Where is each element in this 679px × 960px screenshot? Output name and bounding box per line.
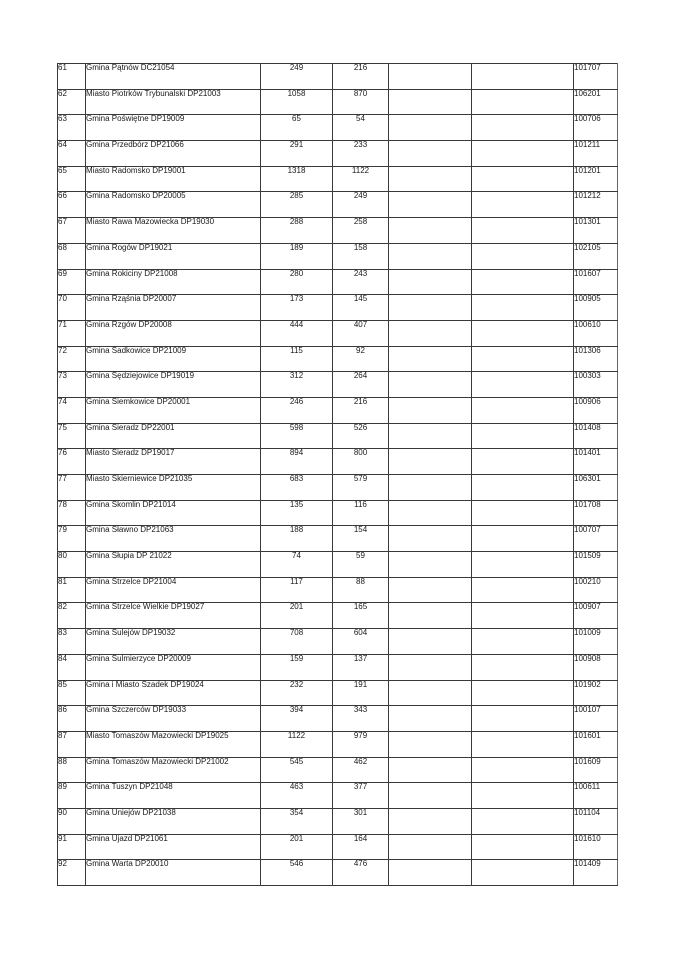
municipality-name-cell: Gmina Sławno DP21063 — [86, 526, 261, 552]
empty-cell-1 — [389, 449, 472, 475]
code-cell: 101401 — [574, 449, 618, 475]
empty-cell-2 — [472, 243, 574, 269]
municipality-name-cell: Gmina Sędziejowice DP19019 — [86, 372, 261, 398]
value-2-cell: 579 — [333, 475, 389, 501]
code-cell: 101009 — [574, 629, 618, 655]
value-1-cell: 463 — [261, 783, 333, 809]
row-number-cell: 82 — [58, 603, 86, 629]
municipality-name-cell: Gmina Warta DP20010 — [86, 860, 261, 886]
row-number-cell: 61 — [58, 64, 86, 90]
value-2-cell: 249 — [333, 192, 389, 218]
empty-cell-2 — [472, 731, 574, 757]
value-1-cell: 246 — [261, 397, 333, 423]
value-2-cell: 216 — [333, 397, 389, 423]
row-number-cell: 68 — [58, 243, 86, 269]
value-2-cell: 343 — [333, 706, 389, 732]
row-number-cell: 86 — [58, 706, 86, 732]
row-number-cell: 76 — [58, 449, 86, 475]
municipality-name-cell: Miasto Tomaszów Mazowiecki DP19025 — [86, 731, 261, 757]
code-cell: 101409 — [574, 860, 618, 886]
table-row — [58, 552, 618, 578]
empty-cell-1 — [389, 397, 472, 423]
empty-cell-1 — [389, 166, 472, 192]
empty-cell-1 — [389, 731, 472, 757]
code-cell: 100706 — [574, 115, 618, 141]
empty-cell-2 — [472, 680, 574, 706]
empty-cell-1 — [389, 680, 472, 706]
empty-cell-1 — [389, 603, 472, 629]
table-row — [58, 757, 618, 783]
value-2-cell: 154 — [333, 526, 389, 552]
value-1-cell: 545 — [261, 757, 333, 783]
value-2-cell: 377 — [333, 783, 389, 809]
empty-cell-2 — [472, 192, 574, 218]
empty-cell-2 — [472, 423, 574, 449]
empty-cell-2 — [472, 500, 574, 526]
municipality-name-cell: Gmina Pątnów DC21054 — [86, 64, 261, 90]
municipality-name-cell: Gmina Rogów DP19021 — [86, 243, 261, 269]
value-1-cell: 1058 — [261, 89, 333, 115]
value-2-cell: 54 — [333, 115, 389, 141]
row-number-cell: 66 — [58, 192, 86, 218]
empty-cell-1 — [389, 64, 472, 90]
row-number-cell: 84 — [58, 654, 86, 680]
table-row — [58, 731, 618, 757]
value-2-cell: 407 — [333, 320, 389, 346]
row-number-cell: 62 — [58, 89, 86, 115]
empty-cell-2 — [472, 552, 574, 578]
row-number-cell: 87 — [58, 731, 86, 757]
code-cell: 106201 — [574, 89, 618, 115]
table-row — [58, 397, 618, 423]
empty-cell-2 — [472, 115, 574, 141]
value-1-cell: 173 — [261, 295, 333, 321]
row-number-cell: 88 — [58, 757, 86, 783]
value-2-cell: 216 — [333, 64, 389, 90]
code-cell: 100610 — [574, 320, 618, 346]
value-1-cell: 444 — [261, 320, 333, 346]
value-2-cell: 870 — [333, 89, 389, 115]
row-number-cell: 69 — [58, 269, 86, 295]
row-number-cell: 92 — [58, 860, 86, 886]
municipality-name-cell: Gmina Siemkowice DP20001 — [86, 397, 261, 423]
table-row — [58, 320, 618, 346]
empty-cell-1 — [389, 577, 472, 603]
empty-cell-1 — [389, 500, 472, 526]
municipality-name-cell: Gmina Strzelce Wielkie DP19027 — [86, 603, 261, 629]
value-2-cell: 233 — [333, 141, 389, 167]
value-2-cell: 137 — [333, 654, 389, 680]
municipality-name-cell: Gmina Sulejów DP19032 — [86, 629, 261, 655]
empty-cell-2 — [472, 475, 574, 501]
table-row — [58, 603, 618, 629]
value-1-cell: 65 — [261, 115, 333, 141]
value-1-cell: 135 — [261, 500, 333, 526]
code-cell: 100303 — [574, 372, 618, 398]
empty-cell-2 — [472, 397, 574, 423]
municipality-name-cell: Miasto Skierniewice DP21035 — [86, 475, 261, 501]
empty-cell-1 — [389, 320, 472, 346]
table-row — [58, 295, 618, 321]
table-row — [58, 218, 618, 244]
empty-cell-2 — [472, 141, 574, 167]
empty-cell-1 — [389, 243, 472, 269]
empty-cell-2 — [472, 526, 574, 552]
empty-cell-2 — [472, 603, 574, 629]
row-number-cell: 73 — [58, 372, 86, 398]
municipality-name-cell: Gmina Sadkowice DP21009 — [86, 346, 261, 372]
empty-cell-1 — [389, 269, 472, 295]
empty-cell-2 — [472, 295, 574, 321]
code-cell: 100107 — [574, 706, 618, 732]
value-1-cell: 354 — [261, 808, 333, 834]
empty-cell-1 — [389, 526, 472, 552]
table-row — [58, 243, 618, 269]
table-row — [58, 64, 618, 90]
empty-cell-2 — [472, 89, 574, 115]
code-cell: 101509 — [574, 552, 618, 578]
municipality-name-cell: Gmina Uniejów DP21038 — [86, 808, 261, 834]
row-number-cell: 65 — [58, 166, 86, 192]
row-number-cell: 80 — [58, 552, 86, 578]
value-1-cell: 280 — [261, 269, 333, 295]
table-row — [58, 346, 618, 372]
empty-cell-2 — [472, 166, 574, 192]
municipality-name-cell: Gmina Szczerców DP19033 — [86, 706, 261, 732]
value-2-cell: 116 — [333, 500, 389, 526]
code-cell: 101609 — [574, 757, 618, 783]
value-2-cell: 264 — [333, 372, 389, 398]
row-number-cell: 78 — [58, 500, 86, 526]
empty-cell-1 — [389, 654, 472, 680]
municipality-name-cell: Gmina Ujazd DP21061 — [86, 834, 261, 860]
table-row — [58, 166, 618, 192]
value-1-cell: 598 — [261, 423, 333, 449]
municipality-name-cell: Miasto Radomsko DP19001 — [86, 166, 261, 192]
empty-cell-2 — [472, 64, 574, 90]
value-1-cell: 285 — [261, 192, 333, 218]
value-1-cell: 189 — [261, 243, 333, 269]
empty-cell-1 — [389, 372, 472, 398]
table-row — [58, 629, 618, 655]
value-1-cell: 1122 — [261, 731, 333, 757]
empty-cell-2 — [472, 834, 574, 860]
value-1-cell: 1318 — [261, 166, 333, 192]
code-cell: 101212 — [574, 192, 618, 218]
value-1-cell: 159 — [261, 654, 333, 680]
empty-cell-1 — [389, 141, 472, 167]
table-row — [58, 115, 618, 141]
value-1-cell: 74 — [261, 552, 333, 578]
municipality-name-cell: Gmina i Miasto Szadek DP19024 — [86, 680, 261, 706]
value-2-cell: 92 — [333, 346, 389, 372]
table-row — [58, 577, 618, 603]
empty-cell-1 — [389, 295, 472, 321]
value-2-cell: 88 — [333, 577, 389, 603]
code-cell: 101610 — [574, 834, 618, 860]
value-1-cell: 683 — [261, 475, 333, 501]
value-2-cell: 604 — [333, 629, 389, 655]
row-number-cell: 77 — [58, 475, 86, 501]
value-1-cell: 394 — [261, 706, 333, 732]
value-1-cell: 201 — [261, 603, 333, 629]
table-row — [58, 860, 618, 886]
municipality-name-cell: Gmina Radomsko DP20005 — [86, 192, 261, 218]
value-1-cell: 546 — [261, 860, 333, 886]
municipality-name-cell: Miasto Piotrków Trybunalski DP21003 — [86, 89, 261, 115]
row-number-cell: 67 — [58, 218, 86, 244]
value-1-cell: 708 — [261, 629, 333, 655]
empty-cell-1 — [389, 834, 472, 860]
table-body — [58, 64, 618, 886]
municipality-name-cell: Gmina Tuszyn DP21048 — [86, 783, 261, 809]
code-cell: 101607 — [574, 269, 618, 295]
row-number-cell: 75 — [58, 423, 86, 449]
code-cell: 101104 — [574, 808, 618, 834]
value-2-cell: 164 — [333, 834, 389, 860]
municipality-name-cell: Gmina Przedbórz DP21066 — [86, 141, 261, 167]
code-cell: 100611 — [574, 783, 618, 809]
row-number-cell: 70 — [58, 295, 86, 321]
code-cell: 101211 — [574, 141, 618, 167]
table-row — [58, 834, 618, 860]
table-row — [58, 500, 618, 526]
table-row — [58, 526, 618, 552]
value-2-cell: 145 — [333, 295, 389, 321]
table-row — [58, 808, 618, 834]
code-cell: 100210 — [574, 577, 618, 603]
code-cell: 101601 — [574, 731, 618, 757]
empty-cell-2 — [472, 218, 574, 244]
value-2-cell: 158 — [333, 243, 389, 269]
row-number-cell: 90 — [58, 808, 86, 834]
table-row — [58, 449, 618, 475]
value-2-cell: 258 — [333, 218, 389, 244]
code-cell: 101301 — [574, 218, 618, 244]
empty-cell-2 — [472, 269, 574, 295]
empty-cell-2 — [472, 629, 574, 655]
value-1-cell: 894 — [261, 449, 333, 475]
table-row — [58, 192, 618, 218]
empty-cell-1 — [389, 192, 472, 218]
value-2-cell: 462 — [333, 757, 389, 783]
municipality-name-cell: Gmina Sieradz DP22001 — [86, 423, 261, 449]
row-number-cell: 72 — [58, 346, 86, 372]
empty-cell-1 — [389, 423, 472, 449]
table-row — [58, 475, 618, 501]
empty-cell-1 — [389, 115, 472, 141]
empty-cell-2 — [472, 372, 574, 398]
row-number-cell: 81 — [58, 577, 86, 603]
municipality-name-cell: Miasto Sieradz DP19017 — [86, 449, 261, 475]
table-row — [58, 706, 618, 732]
empty-cell-2 — [472, 757, 574, 783]
value-2-cell: 301 — [333, 808, 389, 834]
municipality-name-cell: Miasto Rawa Mazowiecka DP19030 — [86, 218, 261, 244]
row-number-cell: 85 — [58, 680, 86, 706]
row-number-cell: 63 — [58, 115, 86, 141]
empty-cell-2 — [472, 783, 574, 809]
row-number-cell: 79 — [58, 526, 86, 552]
code-cell: 100908 — [574, 654, 618, 680]
value-1-cell: 232 — [261, 680, 333, 706]
municipality-name-cell: Gmina Słupia DP 21022 — [86, 552, 261, 578]
municipality-name-cell: Gmina Skomlin DP21014 — [86, 500, 261, 526]
row-number-cell: 64 — [58, 141, 86, 167]
empty-cell-2 — [472, 654, 574, 680]
value-2-cell: 1122 — [333, 166, 389, 192]
empty-cell-2 — [472, 449, 574, 475]
value-2-cell: 526 — [333, 423, 389, 449]
table-row — [58, 423, 618, 449]
empty-cell-1 — [389, 629, 472, 655]
row-number-cell: 74 — [58, 397, 86, 423]
value-2-cell: 243 — [333, 269, 389, 295]
code-cell: 101201 — [574, 166, 618, 192]
empty-cell-1 — [389, 346, 472, 372]
code-cell: 100907 — [574, 603, 618, 629]
row-number-cell: 83 — [58, 629, 86, 655]
value-1-cell: 188 — [261, 526, 333, 552]
empty-cell-1 — [389, 783, 472, 809]
table-row — [58, 680, 618, 706]
empty-cell-1 — [389, 552, 472, 578]
empty-cell-1 — [389, 475, 472, 501]
empty-cell-1 — [389, 757, 472, 783]
row-number-cell: 91 — [58, 834, 86, 860]
empty-cell-1 — [389, 860, 472, 886]
empty-cell-1 — [389, 808, 472, 834]
value-1-cell: 312 — [261, 372, 333, 398]
value-2-cell: 800 — [333, 449, 389, 475]
empty-cell-2 — [472, 808, 574, 834]
table-row — [58, 654, 618, 680]
municipality-name-cell: Gmina Strzelce DP21004 — [86, 577, 261, 603]
table-row — [58, 783, 618, 809]
code-cell: 101408 — [574, 423, 618, 449]
municipality-name-cell: Gmina Rokiciny DP21008 — [86, 269, 261, 295]
empty-cell-1 — [389, 89, 472, 115]
code-cell: 100905 — [574, 295, 618, 321]
empty-cell-2 — [472, 320, 574, 346]
code-cell: 102105 — [574, 243, 618, 269]
municipality-name-cell: Gmina Tomaszów Mazowiecki DP21002 — [86, 757, 261, 783]
value-1-cell: 291 — [261, 141, 333, 167]
empty-cell-1 — [389, 218, 472, 244]
code-cell: 101306 — [574, 346, 618, 372]
municipality-name-cell: Gmina Rzgów DP20008 — [86, 320, 261, 346]
value-1-cell: 201 — [261, 834, 333, 860]
row-number-cell: 89 — [58, 783, 86, 809]
code-cell: 101707 — [574, 64, 618, 90]
empty-cell-2 — [472, 346, 574, 372]
empty-cell-2 — [472, 706, 574, 732]
table-row — [58, 141, 618, 167]
municipality-name-cell: Gmina Sulmierzyce DP20009 — [86, 654, 261, 680]
code-cell: 100906 — [574, 397, 618, 423]
value-2-cell: 476 — [333, 860, 389, 886]
table-row — [58, 269, 618, 295]
empty-cell-2 — [472, 860, 574, 886]
value-2-cell: 191 — [333, 680, 389, 706]
code-cell: 101708 — [574, 500, 618, 526]
code-cell: 100707 — [574, 526, 618, 552]
empty-cell-2 — [472, 577, 574, 603]
code-cell: 106301 — [574, 475, 618, 501]
value-1-cell: 249 — [261, 64, 333, 90]
value-2-cell: 165 — [333, 603, 389, 629]
value-1-cell: 288 — [261, 218, 333, 244]
row-number-cell: 71 — [58, 320, 86, 346]
value-2-cell: 979 — [333, 731, 389, 757]
table-row — [58, 89, 618, 115]
municipality-name-cell: Gmina Rząśnia DP20007 — [86, 295, 261, 321]
municipality-name-cell: Gmina Poświętne DP19009 — [86, 115, 261, 141]
value-1-cell: 117 — [261, 577, 333, 603]
value-2-cell: 59 — [333, 552, 389, 578]
code-cell: 101902 — [574, 680, 618, 706]
empty-cell-1 — [389, 706, 472, 732]
data-table — [57, 63, 618, 886]
value-1-cell: 115 — [261, 346, 333, 372]
table-row — [58, 372, 618, 398]
